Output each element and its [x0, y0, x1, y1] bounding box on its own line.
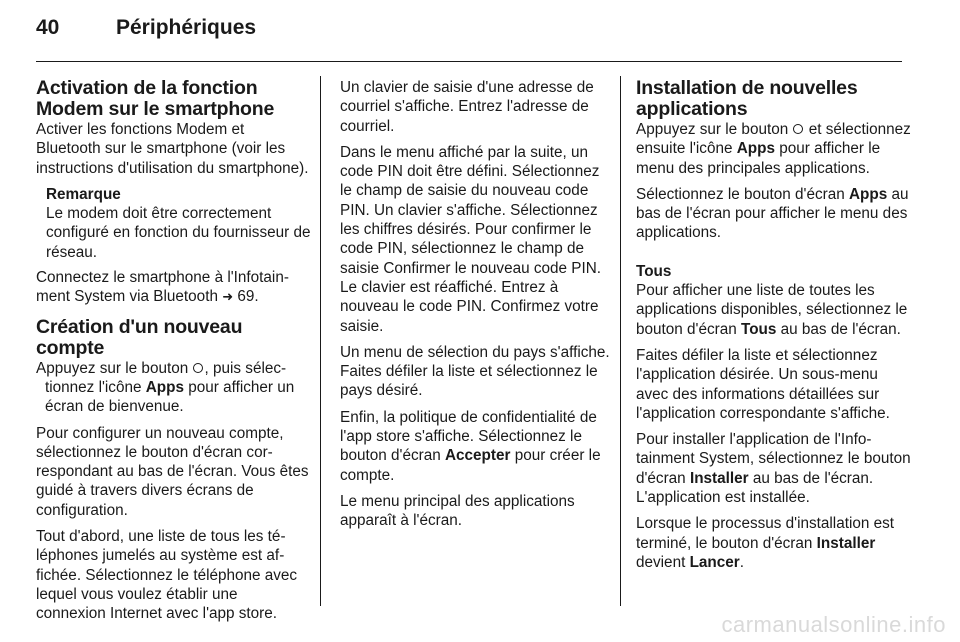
paragraph-tous: [636, 281, 911, 339]
note-text: Le modem doit être correctement configuré en fonction du fournisseur de réseau.: [46, 205, 311, 261]
watermark: carmanualsonline.info: [721, 612, 946, 637]
tous-label: Tous: [740, 320, 777, 338]
paragraph-done: [636, 514, 911, 572]
policy-text-1: Enfin, la politique de confidentialité de l'app store s'affiche. Sélectionnez le bouton d'écran: [340, 408, 597, 465]
header-rule: [36, 61, 902, 62]
policy-text-2: pour créer le compte.: [340, 447, 601, 484]
heading-new-account: Création d'un nouveau compte: [36, 315, 243, 359]
page-title: Périphériques: [116, 16, 257, 39]
connect-text: Connectez le smartphone à l'Infotainment System via Bluetooth: [36, 269, 289, 306]
paragraph-home-apps: [636, 120, 911, 178]
home-apps-text-1: Appuyez sur le bouton: [636, 121, 793, 138]
paragraph-phones: Tout d'abord, une liste de tous les téléphones jumelés au système est affichée. Sélectionnez le téléphone avec lequel vous voulez établir une connexion Internet avec l'app store.: [36, 528, 298, 623]
lancer-label: Lancer: [689, 553, 740, 571]
paragraph-select-apps: [636, 185, 911, 243]
installer-label: Installer: [689, 469, 749, 487]
paragraph-connect: [36, 268, 311, 307]
home-icon: [192, 362, 204, 374]
select-text-1: Sélectionnez le bouton d'écran: [636, 185, 849, 203]
page-header: [36, 16, 256, 40]
note-box: [46, 185, 311, 262]
home-text-2: , puis sélectionnez l'icône: [45, 359, 287, 396]
heading-tous: Tous: [636, 262, 672, 280]
paragraph-installer: [636, 430, 911, 507]
paragraph-pin: Dans le menu affiché par la suite, un code PIN doit être défini. Sélectionnez le champ de saisie du nouveau code PIN. Un clavier s'affiche. Sélectionnez les chiffres désirés. Pour confirmer le code PIN, sélectionnez le champ de saisie Confirmer le nouveau code PIN. Le clavier est réaffiché. Entrez à nouveau le code PIN. Confirmez votre saisie.: [340, 143, 602, 335]
paragraph-modem: Activer les fonctions Modem et Bluetooth sur le smartphone (voir les instructions d'utilisation du smartphone).: [36, 121, 309, 177]
home-icon: [792, 123, 804, 135]
heading-modem: Activation de la fonction Modem sur le smartphone: [36, 77, 275, 120]
done-text-3: .: [739, 553, 744, 571]
home-text-3: pour afficher un écran de bienvenue.: [45, 378, 295, 416]
installer-label: Installer: [816, 534, 876, 552]
accepter-label: Accepter: [444, 447, 511, 465]
home-text-1: Appuyez sur le bouton: [36, 359, 193, 377]
done-text-2: devient: [636, 553, 690, 571]
paragraph-keyboard: Un clavier de saisie d'une adresse de courriel s'affiche. Entrez l'adresse de courriel.: [340, 79, 594, 135]
page-reference[interactable]: 69.: [233, 288, 259, 306]
column-2: [340, 78, 615, 538]
page-number: 40: [36, 16, 60, 39]
column-1: [36, 78, 311, 631]
paragraph-country: Un menu de sélection du pays s'affiche. Faites défiler la liste et sélectionnez le pays désiré.: [340, 343, 610, 400]
home-apps-text-3: pour afficher le menu des principales applications.: [636, 140, 881, 177]
done-text-1: Lorsque le processus d'installation est terminé, le bouton d'écran: [636, 515, 895, 552]
paragraph-policy: [340, 408, 615, 485]
apps-label: Apps: [848, 185, 888, 203]
installer-text-2: au bas de l'écran. L'application est installée.: [636, 469, 874, 507]
tous-text-2: au bas de l'écran.: [776, 320, 901, 338]
tous-text-1: Pour afficher une liste de toutes les applications disponibles, sélectionnez le bouton d'écran: [636, 282, 908, 338]
paragraph-main-menu: Le menu principal des applications apparaît à l'écran.: [340, 492, 575, 530]
select-text-2: au bas de l'écran pour afficher le menu des applications.: [636, 185, 909, 242]
arrow-reference-icon: ➜: [222, 289, 234, 305]
spacer: [636, 250, 911, 262]
installer-text-1: Pour installer l'application de l'Infotainment System, sélectionnez le bouton d'écran: [636, 431, 911, 487]
apps-label: Apps: [736, 140, 775, 158]
paragraph-config: Pour configurer un nouveau compte, sélectionnez le bouton d'écran correspondant au bas de l'écran. Vous êtes guidé à travers divers écrans de configuration.: [36, 424, 309, 519]
heading-install: Installation de nouvelles applications: [636, 77, 858, 120]
paragraph-scroll: Faites défiler la liste et sélectionnez l'application désirée. Un sous-menu avec des informations détaillées sur l'application correspondante s'affiche.: [636, 346, 890, 422]
home-apps-text-2: et sélectionnez ensuite l'icône: [636, 121, 911, 158]
paragraph-home: [36, 359, 311, 417]
note-title: Remarque: [46, 185, 121, 203]
column-3: [636, 78, 911, 579]
column-divider-1: [320, 76, 321, 606]
column-divider-2: [620, 76, 621, 606]
apps-label: Apps: [145, 378, 184, 396]
